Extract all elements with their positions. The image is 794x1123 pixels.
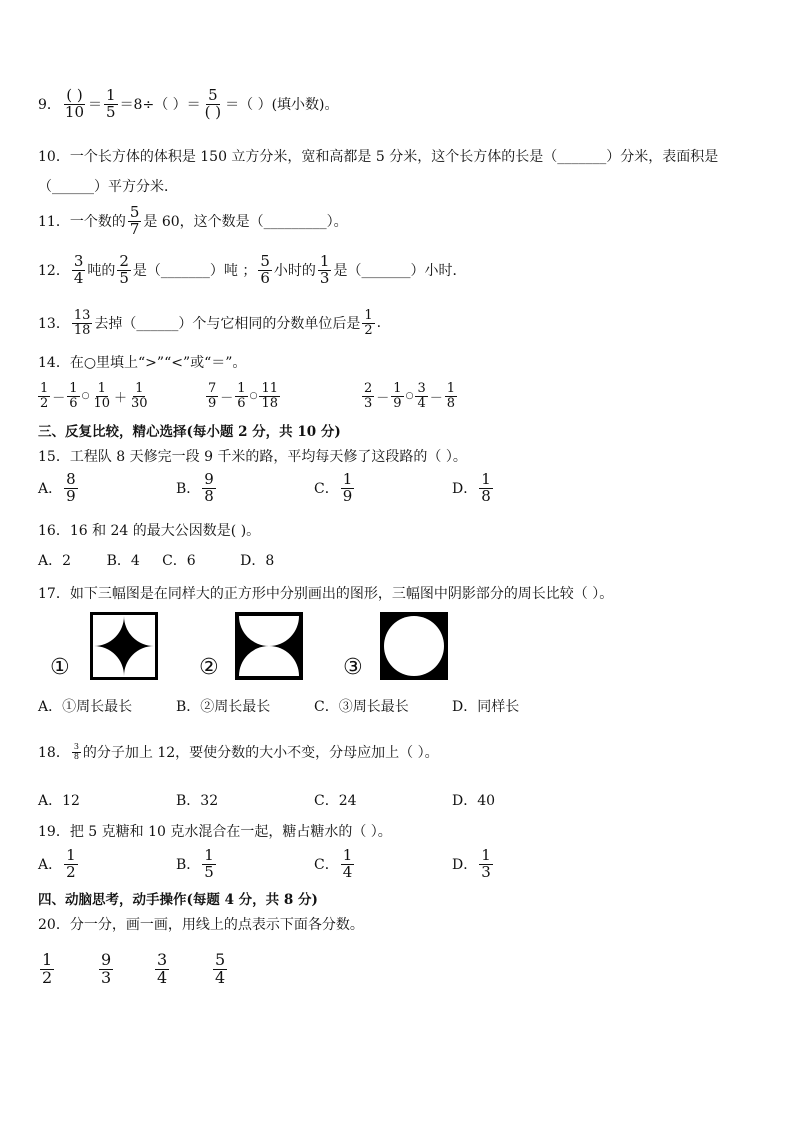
q11-pre: 11．一个数的 — [38, 214, 126, 231]
question-20: 20．分一分，画一画，用线上的点表示下面各分数。 — [38, 917, 364, 933]
q14-group-2: $\frac{7}{9}$ － $\frac{1}{6}$ ○ $\frac{11}{18}$ — [208, 381, 278, 411]
q13-text-2: . — [376, 315, 382, 332]
q16-options[interactable]: A．2 B．4 C．6 D．8 — [38, 553, 275, 569]
question-13 — [38, 309, 381, 337]
q9-fraction-2: $\frac{1}{5}$ — [106, 86, 116, 121]
q11-fraction: $\frac{5}{7}$ — [129, 203, 140, 238]
q14-group-1: $\frac{1}{2}$ － $\frac{1}{6}$ ○ $\frac{1}{10}$ ＋ $\frac{1}{30}$ — [40, 381, 148, 411]
q12-text-4: 是（_______）小时． — [333, 263, 467, 280]
q15-option-d[interactable]: D． $\frac{1}{8}$ — [452, 470, 491, 505]
figure-2-label: ② — [199, 655, 219, 680]
q19-option-a[interactable]: A． $\frac{1}{2}$ — [38, 846, 76, 881]
q12-text-3: 小时的 — [273, 263, 316, 280]
q15-option-b[interactable]: B． $\frac{9}{8}$ — [176, 470, 214, 505]
q13-text-1: 去掉（______）个与它相同的分数单位后是 — [94, 316, 361, 333]
q9-middle: ＝8÷（ ）＝ — [119, 97, 201, 114]
q18-option-d[interactable]: D．40 — [452, 793, 496, 809]
q13-fraction-1: $\frac{13}{18}$ — [73, 308, 91, 338]
q19-option-b[interactable]: B． $\frac{1}{5}$ — [176, 846, 214, 881]
q18-label: 18． — [38, 745, 70, 761]
question-17: 17．如下三幅图是在同样大的正方形中分别画出的图形，三幅图中阴影部分的周长比较（ ）。 — [38, 586, 614, 602]
q20-fraction-4: $\frac{5}{4}$ — [215, 950, 226, 987]
q19-option-c[interactable]: C． $\frac{1}{4}$ — [314, 846, 353, 881]
q18-option-a[interactable]: A．12 — [38, 793, 80, 809]
q20-fraction-3: $\frac{3}{4}$ — [157, 950, 168, 987]
q19-option-d[interactable]: D． $\frac{1}{3}$ — [452, 846, 491, 881]
q13-fraction-2: $\frac{1}{2}$ — [364, 308, 373, 338]
figure-3-label: ③ — [343, 655, 363, 680]
compare-circle[interactable]: ○ — [249, 391, 258, 402]
q15-option-a[interactable]: A． $\frac{8}{9}$ — [38, 470, 76, 505]
question-9 — [38, 88, 339, 121]
q17-option-b[interactable]: B．②周长最长 — [176, 699, 271, 715]
question-15: 15．工程队 8 天修完一段 9 千米的路，平均每天修了这段路的（ ）。 — [38, 449, 467, 465]
q12-text-1: 吨的 — [87, 263, 116, 280]
question-12 — [38, 254, 466, 287]
q20-fraction-2: $\frac{9}{3}$ — [101, 950, 112, 987]
q18-fraction: $\frac{3}{8}$ — [73, 742, 79, 761]
q20-fraction-1: $\frac{1}{2}$ — [42, 950, 53, 987]
q12-fraction-1: $\frac{3}{4}$ — [73, 252, 84, 287]
q12-fraction-2: $\frac{2}{5}$ — [119, 252, 129, 287]
compare-circle[interactable]: ○ — [405, 391, 414, 402]
q12-fraction-4: $\frac{1}{3}$ — [319, 252, 330, 287]
q12-label: 12． — [38, 263, 70, 280]
figure-3-circle — [380, 612, 448, 680]
q12-text-2: 是（_______）吨 ； — [132, 263, 257, 280]
q9-fraction-1: $\frac{( )}{10}$ — [64, 86, 85, 121]
q18-option-b[interactable]: B．32 — [176, 793, 219, 809]
q11-post: 是 60，这个数是（_________）。 — [143, 214, 348, 231]
question-14: 14．在○里填上“>”“<”或“＝”。 — [38, 355, 247, 371]
question-10-line-2: （______）平方分米． — [38, 179, 178, 195]
figure-1-label: ① — [50, 655, 70, 680]
q9-equals: ＝ — [88, 97, 103, 114]
q14-group-3: $\frac{2}{3}$ － $\frac{1}{9}$ ○ $\frac{3}{4}$ － $\frac{1}{8}$ — [364, 381, 456, 411]
question-19: 19．把 5 克糖和 10 克水混合在一起，糖占糖水的（ ）。 — [38, 824, 392, 840]
q17-option-d[interactable]: D．同样长 — [452, 699, 520, 715]
q9-tail: ＝（ ）(填小数)。 — [225, 97, 339, 114]
q9-label: 9． — [38, 97, 61, 114]
compare-circle[interactable]: ○ — [81, 391, 90, 402]
q15-option-c[interactable]: C． $\frac{1}{9}$ — [314, 470, 353, 505]
question-11 — [38, 205, 348, 238]
q9-fraction-3: $\frac{5}{( )}$ — [204, 86, 222, 121]
section-4-heading: 四、动脑思考，动手操作(每题 4 分，共 8 分) — [38, 892, 318, 908]
q12-fraction-3: $\frac{5}{6}$ — [260, 252, 270, 287]
question-10-line-1: 10．一个长方体的体积是 150 立方分米，宽和高都是 5 分米，这个长方体的长是（_______）分米，表面积是 — [38, 149, 719, 165]
figure-2-hourglass — [235, 612, 303, 680]
q17-option-c[interactable]: C．③周长最长 — [314, 699, 409, 715]
q13-label: 13． — [38, 316, 70, 333]
q18-text: 的分子加上 12，要使分数的大小不变，分母应加上（ ）。 — [82, 745, 439, 761]
section-3-heading: 三、反复比较，精心选择(每小题 2 分，共 10 分) — [38, 424, 341, 440]
question-16: 16．16 和 24 的最大公因数是( )。 — [38, 523, 261, 539]
figure-1-star — [90, 612, 158, 680]
q17-option-a[interactable]: A．①周长最长 — [38, 699, 133, 715]
question-18 — [38, 742, 439, 762]
q18-option-c[interactable]: C．24 — [314, 793, 357, 809]
